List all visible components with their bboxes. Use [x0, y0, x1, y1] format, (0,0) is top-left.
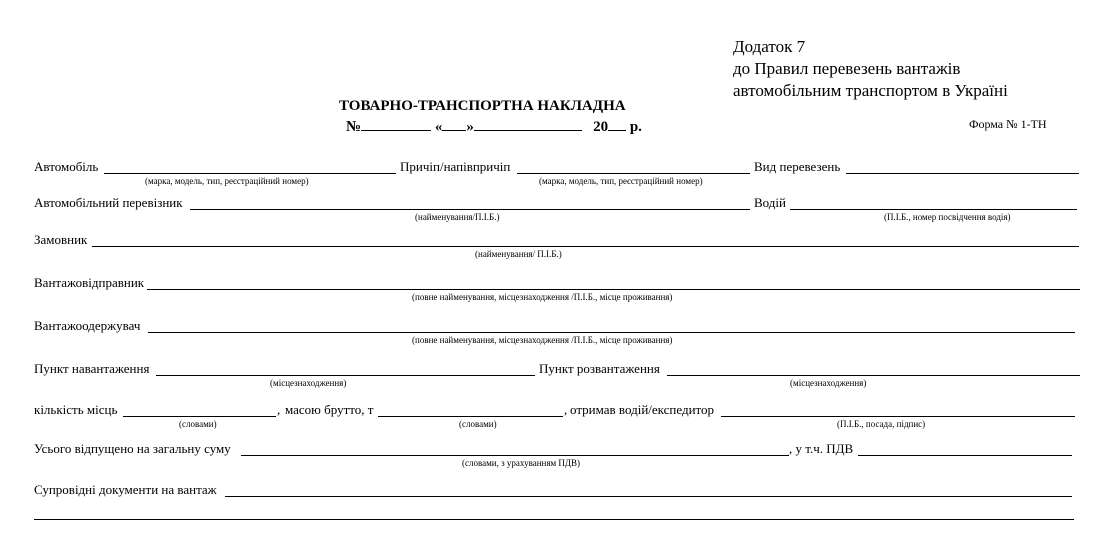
form-number: Форма № 1-ТН: [969, 117, 1047, 131]
documents-field[interactable]: [225, 496, 1072, 497]
places-count-separator: ,: [277, 402, 281, 417]
quote-open: «: [434, 119, 443, 135]
places-count-hint: (словами): [179, 419, 217, 429]
total-amount-hint: (словами, з урахуванням ПДВ): [462, 458, 581, 468]
driver-label: Водій: [754, 195, 786, 210]
automobile-hint: (марка, модель, тип, реєстраційний номер): [145, 176, 309, 186]
consignee-hint: (повне найменування, місцезнаходження /П.І.Б., місце проживання): [412, 335, 673, 345]
unloading-point-hint: (місцезнаходження): [790, 378, 867, 388]
unloading-point-field[interactable]: [667, 375, 1080, 376]
gross-weight-hint: (словами): [459, 419, 497, 429]
appendix-block: [733, 36, 1008, 102]
documents-label: Супровідні документи на вантаж: [34, 482, 217, 497]
trailer-hint: (марка, модель, тип, реєстраційний номер): [539, 176, 703, 186]
appendix-line-1: Додаток 7: [733, 37, 806, 56]
received-by-field[interactable]: [721, 416, 1075, 417]
number-field[interactable]: [361, 117, 431, 131]
vat-label: , у т.ч. ПДВ: [789, 441, 854, 456]
carrier-hint: (найменування/П.І.Б.): [415, 212, 500, 222]
carrier-label: Автомобільний перевізник: [34, 195, 183, 210]
unloading-point-label: Пункт розвантаження: [539, 361, 660, 376]
automobile-label: Автомобіль: [34, 159, 99, 174]
received-by-hint: (П.І.Б., посада, підпис): [837, 419, 926, 429]
gross-weight-field[interactable]: [378, 416, 563, 417]
places-count-field[interactable]: [123, 416, 276, 417]
appendix-line-3: автомобільним транспортом в Україні: [733, 81, 1008, 100]
total-amount-label: Усього відпущено на загальну суму: [34, 441, 231, 456]
document-number-line: [346, 117, 642, 136]
year-suffix: р.: [629, 119, 642, 135]
customer-field[interactable]: [92, 246, 1079, 247]
customer-hint: (найменування/ П.І.Б.): [475, 249, 562, 259]
day-field[interactable]: [442, 117, 466, 131]
loading-point-label: Пункт навантаження: [34, 361, 150, 376]
month-field[interactable]: [474, 117, 582, 131]
received-by-label: отримав водій/експедитор: [570, 402, 715, 417]
quote-close: »: [466, 119, 474, 135]
year-prefix: 20: [593, 119, 609, 135]
number-sign: №: [346, 119, 362, 135]
loading-point-hint: (місцезнаходження): [270, 378, 347, 388]
transport-type-label: Вид перевезень: [754, 159, 841, 174]
gross-weight-separator: ,: [564, 402, 568, 417]
year-field[interactable]: [608, 117, 626, 131]
gross-weight-label: масою брутто, т: [285, 402, 374, 417]
driver-field[interactable]: [790, 209, 1077, 210]
shipper-field[interactable]: [147, 289, 1080, 290]
total-amount-field[interactable]: [241, 455, 789, 456]
trailer-label: Причіп/напівпричіп: [400, 159, 511, 174]
trailer-field[interactable]: [517, 173, 750, 174]
customer-label: Замовник: [34, 232, 88, 247]
vat-field[interactable]: [858, 455, 1072, 456]
appendix-line-2: до Правил перевезень вантажів: [733, 59, 961, 78]
shipper-hint: (повне найменування, місцезнаходження /П.І.Б., місце проживання): [412, 292, 673, 302]
consignee-label: Вантажоодержувач: [34, 318, 141, 333]
places-count-label: кількість місць: [34, 402, 118, 417]
document-title: ТОВАРНО-ТРАНСПОРТНА НАКЛАДНА: [339, 98, 626, 114]
shipper-label: Вантажовідправник: [34, 275, 145, 290]
loading-point-field[interactable]: [156, 375, 535, 376]
transport-type-field[interactable]: [846, 173, 1079, 174]
consignee-field[interactable]: [148, 332, 1075, 333]
carrier-field[interactable]: [190, 209, 750, 210]
automobile-field[interactable]: [104, 173, 396, 174]
driver-hint: (П.І.Б., номер посвідчення водія): [884, 212, 1011, 222]
documents-field-continued[interactable]: [34, 519, 1074, 520]
